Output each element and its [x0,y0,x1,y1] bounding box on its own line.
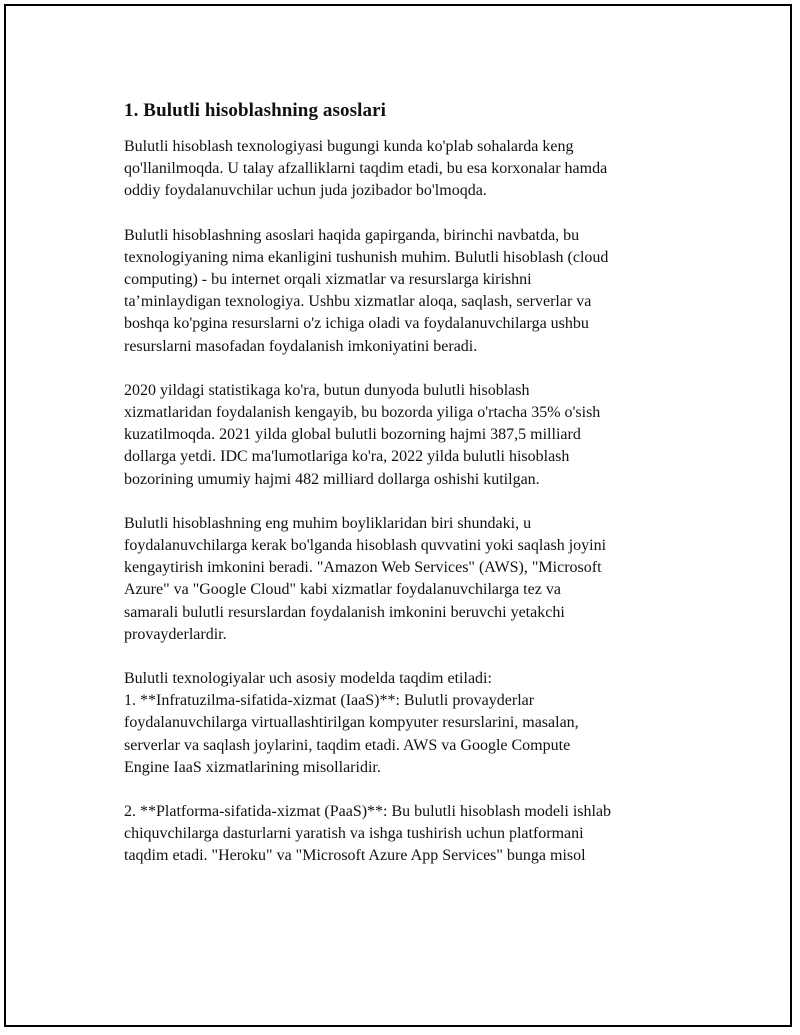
list-item-paas: 2. **Platforma-sifatida-xizmat (PaaS)**: Bu bulutli hisoblash modeli ishlab chiquvchilarga dasturlarni yaratish va ishga tushirish uchun platformani taqdim etadi. "Heroku" va "Microsoft Azure App Services" bunga misol [124,803,612,865]
paragraph-statistics: 2020 yildagi statistikaga ko'ra, butun dunyoda bulutli hisoblash xizmatlaridan foydalanish kengayib, bu bozorda yiliga o'rtacha 35% o'sish kuzatilmoqda. 2021 yilda global bulutli bozorning hajmi 387,5 milliard dollarga yetdi. IDC ma'lumotlariga ko'ra, 2022 yilda bulutli hisoblash bozorining umumiy hajmi 482 milliard dollarga oshishi kutilgan. [124,381,601,488]
document-body [120,98,700,890]
list-item-iaas: 1. **Infratuzilma-sifatida-xizmat (IaaS)**: Bulutli provayderlar foydalanuvchilarga virtuallashtirilgan kompyuter resurslarini, masalan, serverlar va saqlash joylarini, taqdim etadi. AWS va Google Compute Engine IaaS xizmatlarining misollaridir. [124,692,579,776]
page-frame [4,4,792,1027]
paragraph-definition: Bulutli hisoblashning asoslari haqida gapirganda, birinchi navbatda, bu texnologiyaning nima ekanligini tushunish muhim. Bulutli hisoblash (cloud computing) - bu internet orqali xizmatlar va resurslarga kirishni ta’minlaydigan texnologiya. Ushbu xizmatlar aloqa, saqlash, serverlar va boshqa ko'pgina resurslarni o'z ichiga oladi va foydalanuvchilarga ushbu resurslarni masofadan foydalanish imkoniyatini beradi. [124,226,609,355]
paragraph-intro: Bulutli hisoblash texnologiyasi bugungi kunda ko'plab sohalarda keng qo'llanilmoqda. U talay afzalliklarni taqdim etadi, bu esa korxonalar hamda oddiy foydalanuvchilar uchun juda jozibador bo'lmoqda. [124,138,608,200]
paragraph-providers: Bulutli hisoblashning eng muhim boyliklaridan biri shundaki, u foydalanuvchilarga kerak bo'lganda hisoblash quvvatini yoki saqlash joyini kengaytirish imkonini beradi. "Amazon Web Services" (AWS), "Microsoft Azure" va "Google Cloud" kabi xizmatlar foydalanuvchilarga tez va samarali bulutli resurslardan foydalanish imkonini beruvchi yetakchi provayderlardir. [124,514,607,643]
paragraph-models-intro: Bulutli texnologiyalar uch asosiy modelda taqdim etiladi: [124,670,492,688]
section-heading: 1. Bulutli hisoblashning asoslari [124,100,387,121]
